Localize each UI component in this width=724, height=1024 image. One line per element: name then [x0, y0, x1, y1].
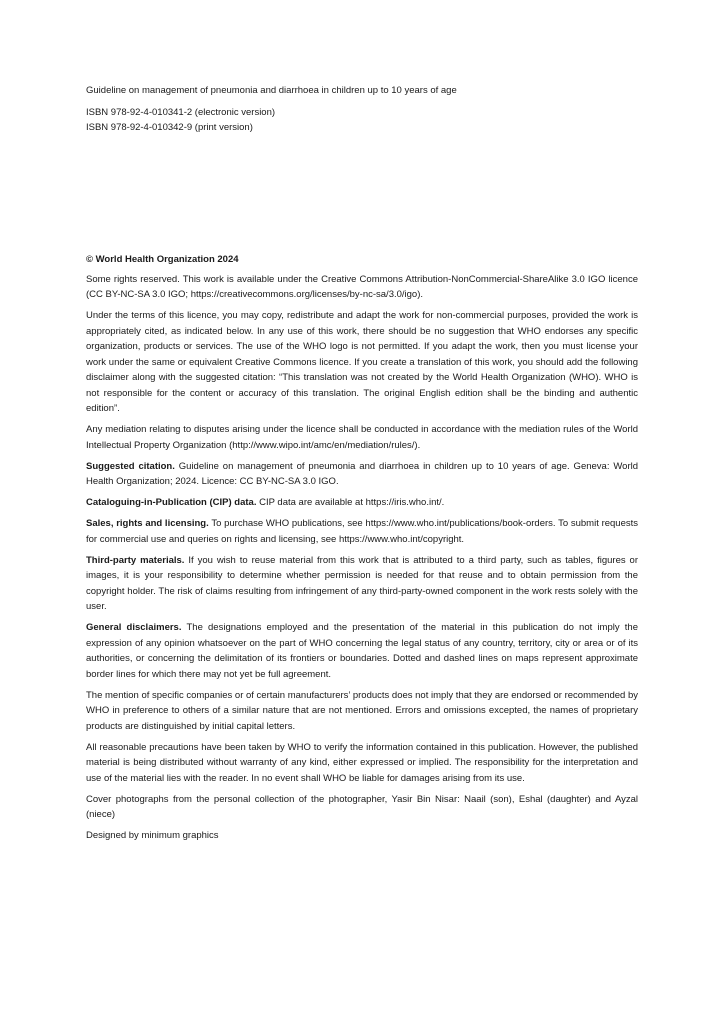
copyright-line: © World Health Organization 2024 — [86, 254, 239, 265]
mediation-paragraph: Any mediation relating to disputes arising under the licence shall be conducted in accordance with the mediation rules of the World Intellectual Property Organization (http://www.wipo.int/amc/en/mediation/rules/). — [86, 424, 638, 451]
general-disclaimers-paragraph — [86, 620, 638, 682]
cover-credit-paragraph: Cover photographs from the personal collection of the photographer, Yasir Bin Nisar: Naail (son), Eshal (daughter) and Ayzal (niece) — [86, 793, 638, 820]
cip-text: CIP data are available at https://iris.who.int/. — [256, 497, 445, 508]
suggested-citation-text: Guideline on management of pneumonia and diarrhoea in children up to 10 years of age. Geneva: World Health Organization; 2024. Licence: CC BY-NC-SA 3.0 IGO. — [86, 460, 638, 487]
third-party-paragraph — [86, 553, 638, 615]
precautions-paragraph: All reasonable precautions have been taken by WHO to verify the information contained in this publication. However, the published material is being distributed without warranty of any kind, either expressed or implied. The responsibility for the interpretation and use of the material lies with the reader. In no event shall WHO be liable for damages arising from its use. — [86, 741, 638, 784]
third-party-heading: Third-party materials. — [86, 554, 185, 566]
isbn-electronic: ISBN 978-92-4-010341-2 (electronic version) — [86, 106, 276, 118]
suggested-citation-heading: Suggested citation. — [86, 460, 175, 472]
legal-notice — [86, 252, 638, 849]
sales-heading: Sales, rights and licensing. — [86, 518, 209, 529]
design-credit-paragraph: Designed by minimum graphics — [86, 830, 219, 841]
suggested-citation-paragraph — [86, 459, 638, 490]
publication-header — [86, 83, 638, 136]
licence-terms-paragraph: Under the terms of this licence, you may copy, redistribute and adapt the work for non-commercial purposes, provided the work is appropriately cited, as indicated below. In any use of this work, there should be no suggestion that WHO endorses any specific organization, products or services. The use of the WHO logo is not permitted. If you adapt the work, then you must license your work under the same or equivalent Creative Commons licence. If you create a translation of this work, you should add the following disclaimer along with the suggested citation: “This translation was not created by the World Health Organization (WHO). WHO is not responsible for the content or accuracy of this translation. The original English edition shall be the binding and authentic edition”. — [86, 310, 638, 414]
companies-paragraph: The mention of specific companies or of certain manufacturers’ products does not imply that they are endorsed or recommended by WHO in preference to others of a similar nature that are not mentioned. Errors and omissions excepted, the names of proprietary products are distinguished by initial capital letters. — [86, 689, 638, 732]
rights-paragraph: Some rights reserved. This work is available under the Creative Commons Attribution-NonCommercial-ShareAlike 3.0 IGO licence (CC BY-NC-SA 3.0 IGO; https://creativecommons.org/licenses/by-nc-sa/3.0/igo). — [86, 273, 638, 300]
sales-paragraph — [86, 516, 638, 547]
general-disclaimers-heading: General disclaimers. — [86, 622, 182, 633]
general-disclaimers-text: The designations employed and the presentation of the material in this publication do not imply the expression of any opinion whatsoever on the part of WHO concerning the legal status of any country, territory, city or area or of its authorities, or concerning the delimitation of its frontiers or boundaries. Dotted and dashed lines on maps represent approximate border lines for which there may not yet be full agreement. — [86, 622, 638, 680]
publication-title: Guideline on management of pneumonia and diarrhoea in children up to 10 years of age — [86, 85, 457, 96]
third-party-text: If you wish to reuse material from this work that is attributed to a third party, such as tables, figures or images, it is your responsibility to determine whether permission is needed for that reuse and to obtain permission from the copyright holder. The risk of claims resulting from infringement of any third-party-owned component in the work rests solely with the user. — [86, 554, 639, 612]
isbn-print: ISBN 978-92-4-010342-9 (print version) — [86, 122, 253, 133]
sales-text: To purchase WHO publications, see https://www.who.int/publications/book-orders. To submit requests for commercial use and queries on rights and licensing, see https://www.who.int/copyright. — [86, 518, 638, 545]
cip-paragraph — [86, 495, 638, 511]
cip-heading: Cataloguing-in-Publication (CIP) data. — [86, 497, 257, 508]
